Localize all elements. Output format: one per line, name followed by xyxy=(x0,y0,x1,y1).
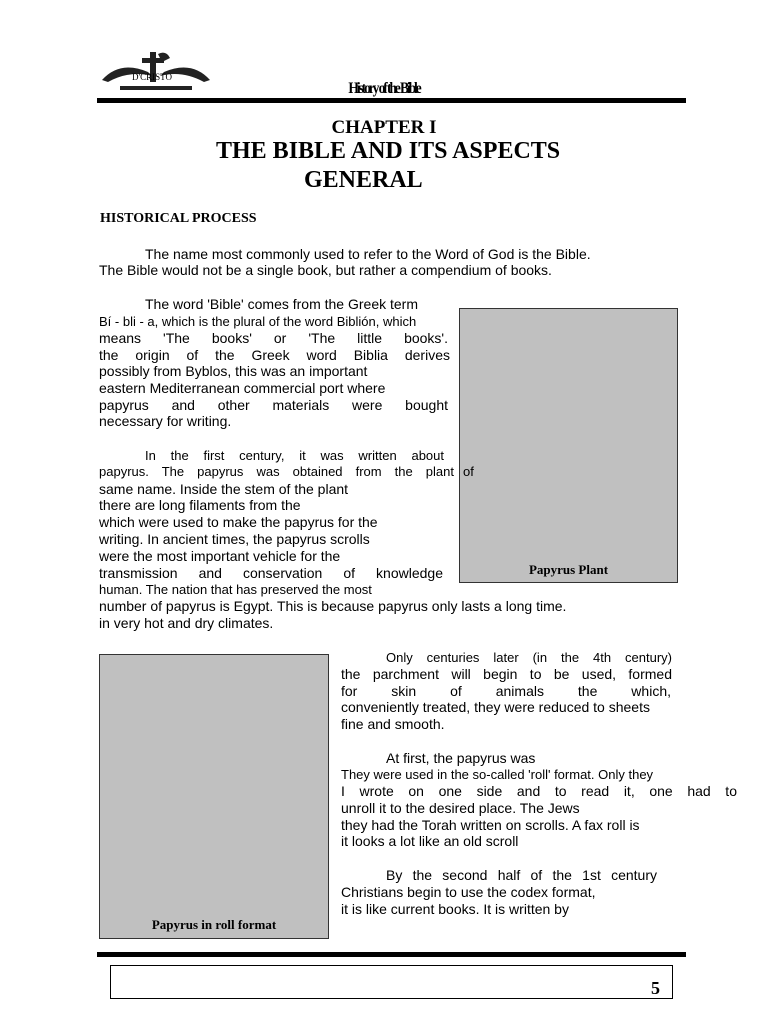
text-line: for skin of animals the which, xyxy=(341,683,671,699)
text-line: transmission and conservation of knowledge xyxy=(99,565,443,581)
text-line: means 'The books' or 'The little books'. xyxy=(99,330,448,346)
text-line: They were used in the so-called 'roll' format. Only they xyxy=(341,767,654,782)
text-line: of xyxy=(463,464,474,479)
logo-text: D'CRISTO xyxy=(132,72,172,82)
footer-rule xyxy=(97,952,686,957)
text-line: the origin of the Greek word Biblia derives xyxy=(99,347,450,363)
text-line: the parchment will begin to be used, formed xyxy=(341,666,672,682)
page-number: 5 xyxy=(651,978,660,998)
text-line: number of papyrus is Egypt. This is because papyrus only lasts a long time. xyxy=(99,598,567,614)
text-line: same name. Inside the stem of the plant xyxy=(99,481,349,497)
section-heading: HISTORICAL PROCESS xyxy=(100,211,257,226)
text-line: papyrus and other materials were bought xyxy=(99,397,448,413)
text-line: writing. In ancient times, the papyrus scrolls xyxy=(99,531,370,547)
header-rule xyxy=(97,98,686,103)
text-line: were the most important vehicle for the xyxy=(99,548,341,564)
running-title: History of the Bible xyxy=(348,80,420,97)
text-line: In the first century, it was written about xyxy=(145,448,444,463)
text-line: conveniently treated, they were reduced to sheets xyxy=(341,699,650,715)
text-line: necessary for writing. xyxy=(99,413,232,429)
text-line: Bí - bli - a, which is the plural of the word Biblión, which xyxy=(99,314,417,329)
papyrus-plant-figure xyxy=(459,308,678,583)
footer-box xyxy=(110,965,673,999)
text-line: By the second half of the 1st century xyxy=(386,867,657,883)
papyrus-roll-figure xyxy=(99,654,329,939)
text-line: they had the Torah written on scrolls. A fax roll is xyxy=(341,817,640,833)
text-line: it looks a lot like an old scroll xyxy=(341,833,519,849)
text-line: human. The nation that has preserved the most xyxy=(99,582,372,597)
text-line: in very hot and dry climates. xyxy=(99,615,274,631)
figure-caption: Papyrus in roll format xyxy=(151,917,277,932)
text-line: which were used to make the papyrus for the xyxy=(99,514,378,530)
chapter-title-line1: THE BIBLE AND ITS ASPECTS xyxy=(216,138,561,164)
figure-caption: Papyrus Plant xyxy=(528,562,609,577)
text-line: papyrus. The papyrus was obtained from the plant xyxy=(99,464,454,479)
text-line: The Bible would not be a single book, but rather a compendium of books. xyxy=(99,262,552,278)
text-line: it is like current books. It is written by xyxy=(341,901,569,917)
text-line: there are long filaments from the xyxy=(99,497,301,513)
text-line: The name most commonly used to refer to the Word of God is the Bible. xyxy=(145,246,591,262)
text-line: possibly from Byblos, this was an important xyxy=(99,363,368,379)
text-line: eastern Mediterranean commercial port where xyxy=(99,380,386,396)
chapter-title-line2: GENERAL xyxy=(304,167,423,193)
text-line: The word 'Bible' comes from the Greek term xyxy=(145,296,418,312)
text-line: unroll it to the desired place. The Jews xyxy=(341,800,580,816)
text-line: Only centuries later (in the 4th century) xyxy=(386,650,672,665)
text-line: I wrote on one side and to read it, one had to xyxy=(341,783,737,799)
text-line: fine and smooth. xyxy=(341,716,445,732)
text-line: Christians begin to use the codex format, xyxy=(341,884,596,900)
text-line: At first, the papyrus was xyxy=(386,750,536,766)
chapter-label: CHAPTER I xyxy=(331,117,437,138)
